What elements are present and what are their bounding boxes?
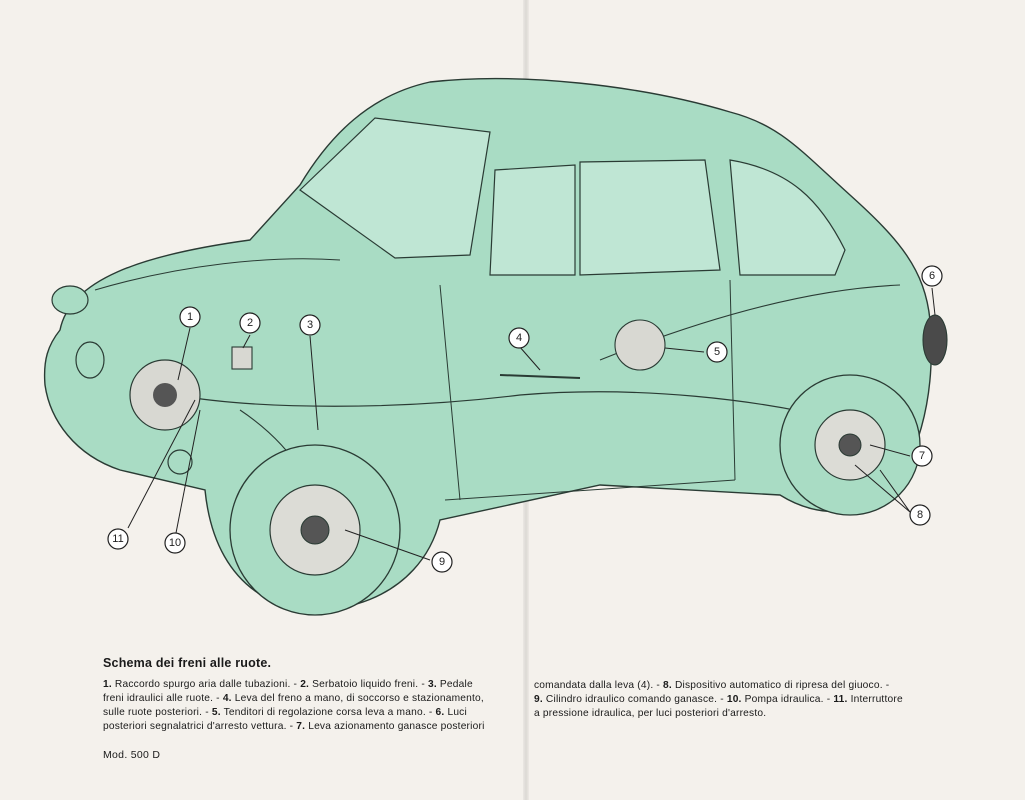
- caption-text: a pressione idraulica, per luci posteriori d'arresto.: [534, 708, 767, 719]
- caption-text: Luci: [444, 707, 467, 718]
- item-number: 11.: [833, 694, 848, 705]
- callout-4: [509, 328, 529, 348]
- svg-text:10: 10: [168, 537, 182, 549]
- caption-text: Cilindro idraulico comando ganasce. -: [542, 694, 727, 705]
- item-number: 2.: [300, 679, 310, 690]
- callout-3: [300, 315, 320, 335]
- rear-wheel: [780, 375, 920, 515]
- caption-title: Schema dei freni alle ruote.: [103, 656, 272, 670]
- callout-7: [912, 446, 932, 466]
- caption-text: Raccordo spurgo aria dalle tubazioni. -: [111, 679, 301, 690]
- callout-1: [180, 307, 200, 327]
- callout-6: [922, 266, 942, 286]
- item-number: 1.: [103, 679, 112, 690]
- item-number: 6.: [435, 707, 445, 718]
- callout-5: [707, 342, 727, 362]
- caption-line: [103, 720, 503, 734]
- front-brake-drum: [130, 360, 200, 430]
- svg-text:5: 5: [713, 346, 721, 358]
- caption-text: Pompa idraulica. -: [741, 694, 834, 705]
- svg-text:2: 2: [246, 317, 254, 329]
- callout-10: [165, 533, 185, 553]
- caption-text: Interruttore: [847, 694, 903, 705]
- caption-text: Leva del freno a mano, di soccorso e stazionamento,: [231, 693, 484, 704]
- svg-text:8: 8: [916, 509, 924, 521]
- caption-text: Tenditori di regolazione corsa leva a mano. -: [220, 707, 436, 718]
- svg-text:6: 6: [928, 270, 936, 282]
- svg-text:3: 3: [306, 319, 314, 331]
- item-number: 5.: [211, 707, 221, 718]
- caption-line: [103, 678, 503, 692]
- caption-line: [534, 679, 934, 693]
- caption-text: freni idraulici alle ruote. -: [103, 693, 223, 704]
- item-number: 9.: [534, 694, 543, 705]
- callout-11: [108, 529, 128, 549]
- brake-fluid-reservoir: [232, 347, 252, 369]
- caption-text: Dispositivo automatico di ripresa del giuoco. -: [671, 680, 890, 691]
- caption-line: [103, 692, 503, 706]
- handbrake-tensioner: [615, 320, 665, 370]
- svg-text:9: 9: [438, 556, 446, 568]
- callout-8: [910, 505, 930, 525]
- caption-line: [103, 706, 503, 720]
- svg-text:4: 4: [515, 332, 523, 344]
- item-number: 3.: [427, 679, 437, 690]
- caption-text: comandata dalla leva (4). -: [534, 680, 664, 691]
- caption-text: Leva azionamento ganasce posteriori: [305, 721, 485, 732]
- callout-2: [240, 313, 260, 333]
- svg-text:11: 11: [112, 533, 124, 545]
- caption-line: [534, 693, 934, 707]
- svg-text:1: 1: [186, 311, 194, 323]
- car-body: [45, 79, 932, 610]
- caption-line: [534, 707, 934, 721]
- item-number: 4.: [222, 693, 232, 704]
- caption-right-column: [534, 679, 934, 721]
- caption-text: sulle ruote posteriori. -: [103, 707, 212, 718]
- caption-text: Pedale: [436, 679, 473, 690]
- caption-left-column: [103, 678, 503, 734]
- front-wheel: [230, 445, 400, 615]
- item-number: 10.: [726, 694, 742, 705]
- item-number: 8.: [663, 680, 672, 691]
- callout-9: [432, 552, 452, 572]
- item-number: 7.: [296, 721, 306, 732]
- caption-text: Serbatoio liquido freni. -: [309, 679, 428, 690]
- model-label: Mod. 500 D: [103, 749, 161, 761]
- svg-text:7: 7: [918, 450, 926, 462]
- caption-text: posteriori segnalatrici d'arresto vettura. -: [103, 721, 297, 732]
- rear-stop-light: [923, 315, 947, 365]
